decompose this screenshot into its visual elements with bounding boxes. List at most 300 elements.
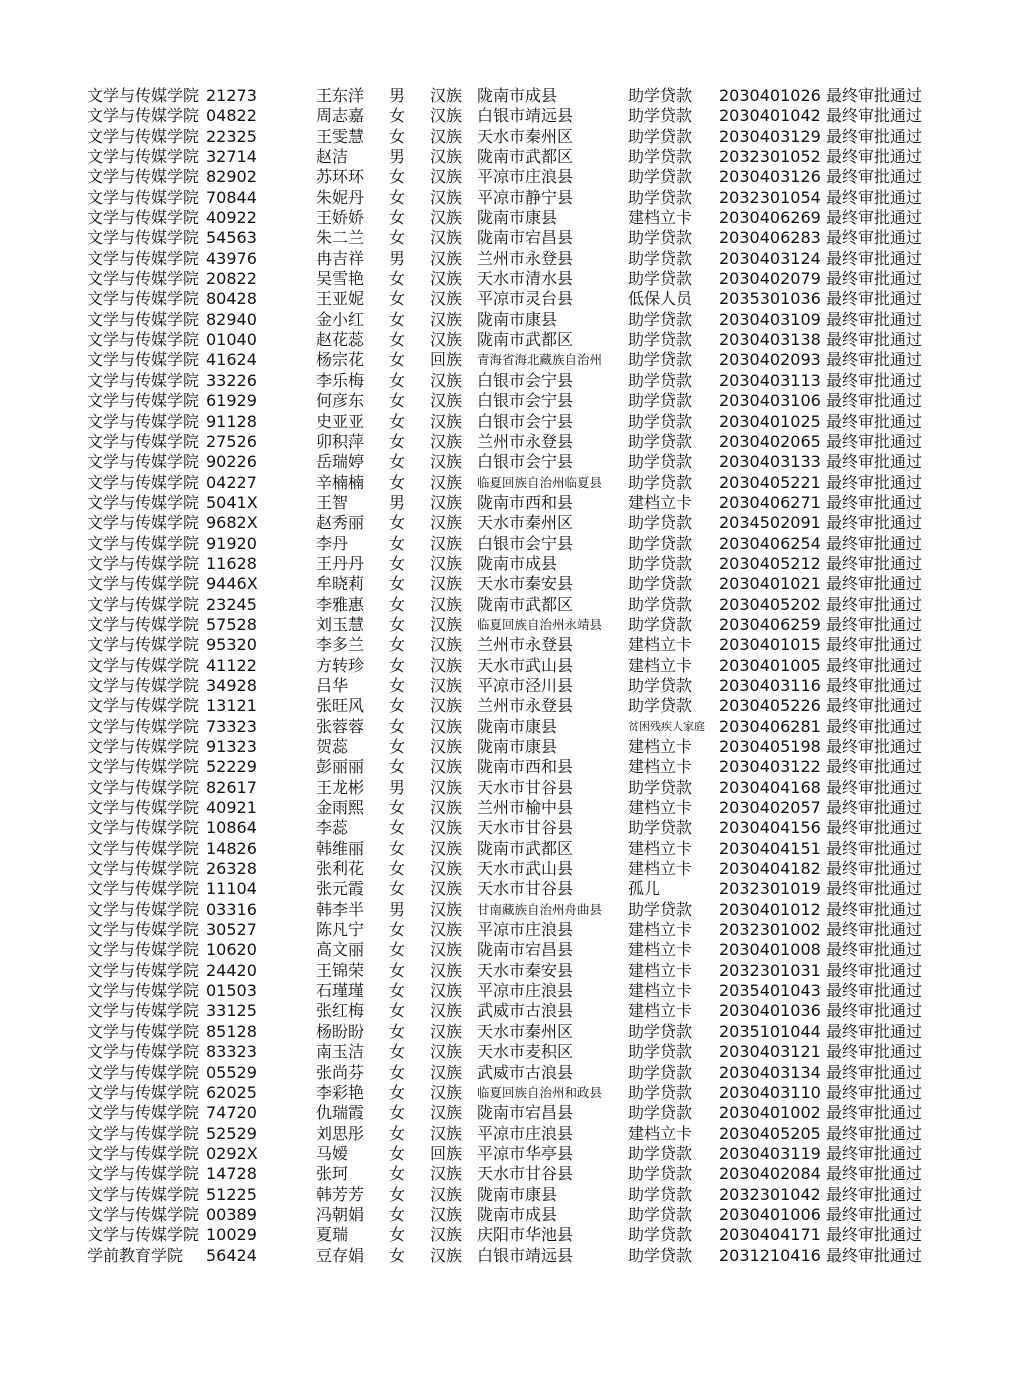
aid-type-cell: 孤儿 — [628, 879, 661, 899]
code-cell: 2030401005 — [719, 655, 821, 675]
gender-cell: 女 — [389, 635, 406, 655]
code-cell: 2030403110 — [719, 1082, 821, 1102]
name-cell: 张旺风 — [316, 696, 365, 716]
aid-type-cell: 建档立卡 — [628, 920, 693, 940]
name-cell: 李丹 — [316, 533, 349, 553]
student-id-cell: 61929 — [206, 391, 257, 411]
gender-cell: 女 — [389, 126, 406, 146]
student-id-cell: 54563 — [206, 228, 257, 248]
college-cell: 文学与传媒学院 — [87, 1225, 200, 1245]
origin-cell: 天水市甘谷县 — [477, 879, 574, 899]
aid-type-cell: 贫困残疾人家庭 — [628, 719, 705, 733]
college-cell: 文学与传媒学院 — [87, 472, 200, 492]
gender-cell: 女 — [389, 228, 406, 248]
origin-cell: 天水市秦州区 — [477, 513, 574, 533]
status-cell: 最终审批通过 — [826, 1245, 923, 1265]
gender-cell: 女 — [389, 757, 406, 777]
table-row — [0, 615, 1024, 635]
gender-cell: 男 — [389, 899, 406, 919]
table-row — [0, 289, 1024, 309]
name-cell: 张红梅 — [316, 1001, 365, 1021]
aid-type-cell: 助学贷款 — [628, 594, 693, 614]
college-cell: 文学与传媒学院 — [87, 635, 200, 655]
code-cell: 2032301052 — [719, 147, 821, 167]
ethnicity-cell: 汉族 — [430, 777, 463, 797]
name-cell: 张利花 — [316, 859, 365, 879]
table-row — [0, 147, 1024, 167]
origin-cell: 陇南市宕昌县 — [477, 228, 574, 248]
aid-type-cell: 助学贷款 — [628, 1143, 693, 1163]
code-cell: 2030403134 — [719, 1062, 821, 1082]
ethnicity-cell: 汉族 — [430, 533, 463, 553]
origin-cell: 临夏回族自治州临夏县 — [477, 474, 603, 490]
gender-cell: 女 — [389, 1164, 406, 1184]
name-cell: 吴雪艳 — [316, 269, 365, 289]
student-id-cell: 27526 — [206, 431, 257, 451]
code-cell: 2030401015 — [719, 635, 821, 655]
student-id-cell: 13121 — [206, 696, 257, 716]
table-row — [0, 635, 1024, 655]
code-cell: 2030402093 — [719, 350, 821, 370]
code-cell: 2030401026 — [719, 86, 821, 105]
student-id-cell: 30527 — [206, 920, 257, 940]
table-row — [0, 879, 1024, 899]
origin-cell: 陇南市康县 — [477, 716, 558, 736]
student-id-cell: 20822 — [206, 269, 257, 289]
name-cell: 张元霞 — [316, 879, 365, 899]
table-row — [0, 188, 1024, 208]
code-cell: 2030401042 — [719, 106, 821, 126]
gender-cell: 女 — [389, 1042, 406, 1062]
origin-cell: 临夏回族自治州和政县 — [477, 1084, 603, 1100]
status-cell: 最终审批通过 — [826, 920, 923, 940]
college-cell: 文学与传媒学院 — [87, 228, 200, 248]
name-cell: 辛楠楠 — [316, 472, 365, 492]
aid-type-cell: 助学贷款 — [628, 330, 693, 350]
college-cell: 文学与传媒学院 — [87, 391, 200, 411]
aid-type-cell: 助学贷款 — [628, 777, 693, 797]
gender-cell: 男 — [389, 777, 406, 797]
student-id-cell: 0292X — [206, 1143, 258, 1163]
origin-cell: 白银市会宁县 — [477, 391, 574, 411]
aid-type-cell: 助学贷款 — [628, 1042, 693, 1062]
code-cell: 2030403133 — [719, 452, 821, 472]
table-row — [0, 493, 1024, 513]
ethnicity-cell: 汉族 — [430, 330, 463, 350]
code-cell: 2030401006 — [719, 1204, 821, 1224]
name-cell: 贺蕊 — [316, 737, 349, 756]
aid-type-cell: 建档立卡 — [628, 635, 693, 655]
origin-cell: 甘南藏族自治州舟曲县 — [477, 901, 603, 917]
aid-type-cell: 助学贷款 — [628, 574, 693, 594]
college-cell: 文学与传媒学院 — [87, 757, 200, 777]
aid-type-cell: 助学贷款 — [628, 411, 693, 431]
aid-type-cell: 助学贷款 — [628, 614, 693, 634]
student-id-cell: 82617 — [206, 777, 257, 797]
table-row — [0, 269, 1024, 289]
ethnicity-cell: 汉族 — [430, 126, 463, 146]
college-cell: 文学与传媒学院 — [87, 553, 200, 573]
aid-type-cell: 助学贷款 — [628, 452, 693, 472]
gender-cell: 女 — [389, 655, 406, 675]
table-row — [0, 228, 1024, 248]
status-cell: 最终审批通过 — [826, 737, 923, 756]
aid-type-cell: 助学贷款 — [628, 431, 693, 451]
code-cell: 2030404168 — [719, 777, 821, 797]
college-cell: 文学与传媒学院 — [87, 574, 200, 594]
origin-cell: 天水市武山县 — [477, 655, 574, 675]
status-cell: 最终审批通过 — [826, 675, 923, 695]
gender-cell: 女 — [389, 350, 406, 370]
status-cell: 最终审批通过 — [826, 818, 923, 838]
name-cell: 赵秀丽 — [316, 513, 365, 533]
table-row — [0, 717, 1024, 737]
origin-cell: 平凉市庄浪县 — [477, 167, 574, 187]
student-id-cell: 91323 — [206, 737, 257, 756]
table-row — [0, 1124, 1024, 1144]
college-cell: 文学与传媒学院 — [87, 248, 200, 268]
aid-type-cell: 助学贷款 — [628, 533, 693, 553]
name-cell: 彭丽丽 — [316, 757, 365, 777]
origin-cell: 庆阳市华池县 — [477, 1225, 574, 1245]
status-cell: 最终审批通过 — [826, 126, 923, 146]
code-cell: 2030401025 — [719, 411, 821, 431]
status-cell: 最终审批通过 — [826, 635, 923, 655]
college-cell: 文学与传媒学院 — [87, 981, 200, 1001]
gender-cell: 女 — [389, 1021, 406, 1041]
student-id-cell: 57528 — [206, 614, 257, 634]
college-cell: 文学与传媒学院 — [87, 452, 200, 472]
table-row — [0, 1042, 1024, 1062]
table-row — [0, 1144, 1024, 1164]
ethnicity-cell: 汉族 — [430, 1184, 463, 1204]
code-cell: 2030402084 — [719, 1164, 821, 1184]
gender-cell: 女 — [389, 370, 406, 390]
code-cell: 2030403121 — [719, 1042, 821, 1062]
name-cell: 苏环环 — [316, 167, 365, 187]
aid-type-cell: 建档立卡 — [628, 838, 693, 858]
table-row — [0, 330, 1024, 350]
ethnicity-cell: 汉族 — [430, 838, 463, 858]
student-id-cell: 23245 — [206, 594, 257, 614]
ethnicity-cell: 汉族 — [430, 167, 463, 187]
gender-cell: 女 — [389, 716, 406, 736]
ethnicity-cell: 汉族 — [430, 940, 463, 960]
origin-cell: 陇南市宕昌县 — [477, 1103, 574, 1123]
status-cell: 最终审批通过 — [826, 757, 923, 777]
aid-type-cell: 助学贷款 — [628, 126, 693, 146]
aid-type-cell: 建档立卡 — [628, 492, 693, 512]
origin-cell: 陇南市武都区 — [477, 838, 574, 858]
student-id-cell: 82902 — [206, 167, 257, 187]
code-cell: 2034502091 — [719, 513, 821, 533]
aid-type-cell: 助学贷款 — [628, 187, 693, 207]
code-cell: 2032301054 — [719, 187, 821, 207]
status-cell: 最终审批通过 — [826, 655, 923, 675]
code-cell: 2030405226 — [719, 696, 821, 716]
code-cell: 2030403119 — [719, 1143, 821, 1163]
code-cell: 2030403126 — [719, 167, 821, 187]
student-id-cell: 40922 — [206, 208, 257, 228]
gender-cell: 女 — [389, 533, 406, 553]
ethnicity-cell: 汉族 — [430, 655, 463, 675]
student-id-cell: 85128 — [206, 1021, 257, 1041]
ethnicity-cell: 汉族 — [430, 859, 463, 879]
student-id-cell: 14728 — [206, 1164, 257, 1184]
table-row — [0, 371, 1024, 391]
gender-cell: 女 — [389, 289, 406, 309]
student-id-cell: 9682X — [206, 513, 258, 533]
status-cell: 最终审批通过 — [826, 981, 923, 1001]
code-cell: 2030403122 — [719, 757, 821, 777]
code-cell: 2030406269 — [719, 208, 821, 228]
aid-type-cell: 助学贷款 — [628, 818, 693, 838]
table-row — [0, 554, 1024, 574]
table-row — [0, 859, 1024, 879]
status-cell: 最终审批通过 — [826, 1184, 923, 1204]
gender-cell: 女 — [389, 859, 406, 879]
origin-cell: 兰州市永登县 — [477, 696, 574, 716]
ethnicity-cell: 汉族 — [430, 696, 463, 716]
status-cell: 最终审批通过 — [826, 960, 923, 980]
code-cell: 2030402057 — [719, 798, 821, 818]
table-row — [0, 961, 1024, 981]
name-cell: 王雯慧 — [316, 126, 365, 146]
table-row — [0, 208, 1024, 228]
college-cell: 文学与传媒学院 — [87, 167, 200, 187]
code-cell: 2035301036 — [719, 289, 821, 309]
status-cell: 最终审批通过 — [826, 798, 923, 818]
student-id-cell: 73323 — [206, 716, 257, 736]
gender-cell: 女 — [389, 452, 406, 472]
student-id-cell: 11628 — [206, 553, 257, 573]
college-cell: 文学与传媒学院 — [87, 309, 200, 329]
college-cell: 文学与传媒学院 — [87, 940, 200, 960]
college-cell: 文学与传媒学院 — [87, 431, 200, 451]
status-cell: 最终审批通过 — [826, 513, 923, 533]
name-cell: 夏瑞 — [316, 1225, 349, 1245]
college-cell: 文学与传媒学院 — [87, 187, 200, 207]
gender-cell: 女 — [389, 1103, 406, 1123]
name-cell: 杨盼盼 — [316, 1021, 365, 1041]
table-row — [0, 1246, 1024, 1266]
college-cell: 文学与传媒学院 — [87, 1164, 200, 1184]
ethnicity-cell: 汉族 — [430, 818, 463, 838]
status-cell: 最终审批通过 — [826, 411, 923, 431]
code-cell: 2030406271 — [719, 492, 821, 512]
aid-type-cell: 助学贷款 — [628, 350, 693, 370]
name-cell: 韩维丽 — [316, 838, 365, 858]
name-cell: 韩李半 — [316, 899, 365, 919]
name-cell: 张珂 — [316, 1164, 349, 1184]
aid-type-cell: 助学贷款 — [628, 553, 693, 573]
ethnicity-cell: 汉族 — [430, 594, 463, 614]
table-row — [0, 86, 1024, 106]
college-cell: 文学与传媒学院 — [87, 1062, 200, 1082]
origin-cell: 天水市秦安县 — [477, 574, 574, 594]
aid-type-cell: 助学贷款 — [628, 513, 693, 533]
name-cell: 牟晓莉 — [316, 574, 365, 594]
aid-type-cell: 建档立卡 — [628, 655, 693, 675]
student-id-cell: 51225 — [206, 1184, 257, 1204]
code-cell: 2030401036 — [719, 1001, 821, 1021]
code-cell: 2030405202 — [719, 594, 821, 614]
status-cell: 最终审批通过 — [826, 208, 923, 228]
status-cell: 最终审批通过 — [826, 1042, 923, 1062]
gender-cell: 女 — [389, 431, 406, 451]
status-cell: 最终审批通过 — [826, 594, 923, 614]
table-row — [0, 106, 1024, 126]
gender-cell: 女 — [389, 472, 406, 492]
code-cell: 2030406281 — [719, 716, 821, 736]
code-cell: 2030404156 — [719, 818, 821, 838]
name-cell: 岳瑞婷 — [316, 452, 365, 472]
code-cell: 2032301002 — [719, 920, 821, 940]
student-aid-list — [0, 86, 1024, 1266]
origin-cell: 武威市古浪县 — [477, 1062, 574, 1082]
college-cell: 文学与传媒学院 — [87, 1143, 200, 1163]
student-id-cell: 95320 — [206, 635, 257, 655]
college-cell: 文学与传媒学院 — [87, 920, 200, 940]
name-cell: 朱二兰 — [316, 228, 365, 248]
aid-type-cell: 建档立卡 — [628, 208, 693, 228]
code-cell: 2030403113 — [719, 370, 821, 390]
gender-cell: 女 — [389, 675, 406, 695]
ethnicity-cell: 回族 — [430, 1143, 463, 1163]
aid-type-cell: 助学贷款 — [628, 1204, 693, 1224]
name-cell: 韩芳芳 — [316, 1184, 365, 1204]
gender-cell: 女 — [389, 1123, 406, 1143]
table-row — [0, 534, 1024, 554]
student-id-cell: 33125 — [206, 1001, 257, 1021]
status-cell: 最终审批通过 — [826, 574, 923, 594]
college-cell: 文学与传媒学院 — [87, 1204, 200, 1224]
table-row — [0, 391, 1024, 411]
code-cell: 2030403129 — [719, 126, 821, 146]
ethnicity-cell: 汉族 — [430, 187, 463, 207]
status-cell: 最终审批通过 — [826, 309, 923, 329]
student-id-cell: 01040 — [206, 330, 257, 350]
origin-cell: 陇南市西和县 — [477, 492, 574, 512]
aid-type-cell: 建档立卡 — [628, 859, 693, 879]
name-cell: 李乐梅 — [316, 370, 365, 390]
origin-cell: 陇南市成县 — [477, 553, 558, 573]
college-cell: 文学与传媒学院 — [87, 1021, 200, 1041]
gender-cell: 男 — [389, 86, 406, 105]
aid-type-cell: 建档立卡 — [628, 1123, 693, 1143]
origin-cell: 兰州市永登县 — [477, 248, 574, 268]
ethnicity-cell: 汉族 — [430, 614, 463, 634]
college-cell: 文学与传媒学院 — [87, 716, 200, 736]
gender-cell: 女 — [389, 614, 406, 634]
origin-cell: 陇南市武都区 — [477, 330, 574, 350]
college-cell: 文学与传媒学院 — [87, 1042, 200, 1062]
college-cell: 文学与传媒学院 — [87, 1001, 200, 1021]
college-cell: 文学与传媒学院 — [87, 1103, 200, 1123]
code-cell: 2032301042 — [719, 1184, 821, 1204]
aid-type-cell: 助学贷款 — [628, 1225, 693, 1245]
college-cell: 文学与传媒学院 — [87, 614, 200, 634]
name-cell: 王龙彬 — [316, 777, 365, 797]
origin-cell: 白银市靖远县 — [477, 1245, 574, 1265]
status-cell: 最终审批通过 — [826, 777, 923, 797]
gender-cell: 女 — [389, 737, 406, 756]
aid-type-cell: 助学贷款 — [628, 696, 693, 716]
status-cell: 最终审批通过 — [826, 167, 923, 187]
ethnicity-cell: 汉族 — [430, 411, 463, 431]
college-cell: 文学与传媒学院 — [87, 269, 200, 289]
college-cell: 文学与传媒学院 — [87, 533, 200, 553]
ethnicity-cell: 汉族 — [430, 472, 463, 492]
aid-type-cell: 建档立卡 — [628, 981, 693, 1001]
name-cell: 王丹丹 — [316, 553, 365, 573]
college-cell: 文学与传媒学院 — [87, 370, 200, 390]
ethnicity-cell: 汉族 — [430, 798, 463, 818]
aid-type-cell: 助学贷款 — [628, 147, 693, 167]
college-cell: 文学与传媒学院 — [87, 513, 200, 533]
table-row — [0, 473, 1024, 493]
college-cell: 文学与传媒学院 — [87, 411, 200, 431]
name-cell: 豆存娟 — [316, 1245, 365, 1265]
status-cell: 最终审批通过 — [826, 472, 923, 492]
status-cell: 最终审批通过 — [826, 1021, 923, 1041]
status-cell: 最终审批通过 — [826, 1225, 923, 1245]
gender-cell: 女 — [389, 1184, 406, 1204]
code-cell: 2030402065 — [719, 431, 821, 451]
gender-cell: 女 — [389, 391, 406, 411]
code-cell: 2030404171 — [719, 1225, 821, 1245]
name-cell: 高文丽 — [316, 940, 365, 960]
status-cell: 最终审批通过 — [826, 391, 923, 411]
student-id-cell: 52229 — [206, 757, 257, 777]
student-id-cell: 91128 — [206, 411, 257, 431]
table-row — [0, 839, 1024, 859]
table-row — [0, 818, 1024, 838]
gender-cell: 女 — [389, 574, 406, 594]
ethnicity-cell: 汉族 — [430, 574, 463, 594]
ethnicity-cell: 汉族 — [430, 86, 463, 105]
table-row — [0, 350, 1024, 370]
ethnicity-cell: 汉族 — [430, 452, 463, 472]
name-cell: 李蕊 — [316, 818, 349, 838]
table-row — [0, 737, 1024, 757]
college-cell: 学前教育学院 — [87, 1245, 184, 1265]
code-cell: 2030403116 — [719, 675, 821, 695]
table-row — [0, 412, 1024, 432]
aid-type-cell: 助学贷款 — [628, 167, 693, 187]
status-cell: 最终审批通过 — [826, 1164, 923, 1184]
status-cell: 最终审批通过 — [826, 879, 923, 899]
college-cell: 文学与传媒学院 — [87, 147, 200, 167]
student-id-cell: 91920 — [206, 533, 257, 553]
table-row — [0, 167, 1024, 187]
gender-cell: 女 — [389, 1204, 406, 1224]
student-id-cell: 80428 — [206, 289, 257, 309]
origin-cell: 陇南市成县 — [477, 86, 558, 105]
student-id-cell: 05529 — [206, 1062, 257, 1082]
origin-cell: 平凉市庄浪县 — [477, 920, 574, 940]
origin-cell: 天水市武山县 — [477, 859, 574, 879]
ethnicity-cell: 汉族 — [430, 513, 463, 533]
status-cell: 最终审批通过 — [826, 269, 923, 289]
ethnicity-cell: 汉族 — [430, 106, 463, 126]
table-row — [0, 127, 1024, 147]
ethnicity-cell: 汉族 — [430, 269, 463, 289]
name-cell: 王智 — [316, 492, 349, 512]
code-cell: 2030401008 — [719, 940, 821, 960]
aid-type-cell: 助学贷款 — [628, 1062, 693, 1082]
gender-cell: 女 — [389, 798, 406, 818]
